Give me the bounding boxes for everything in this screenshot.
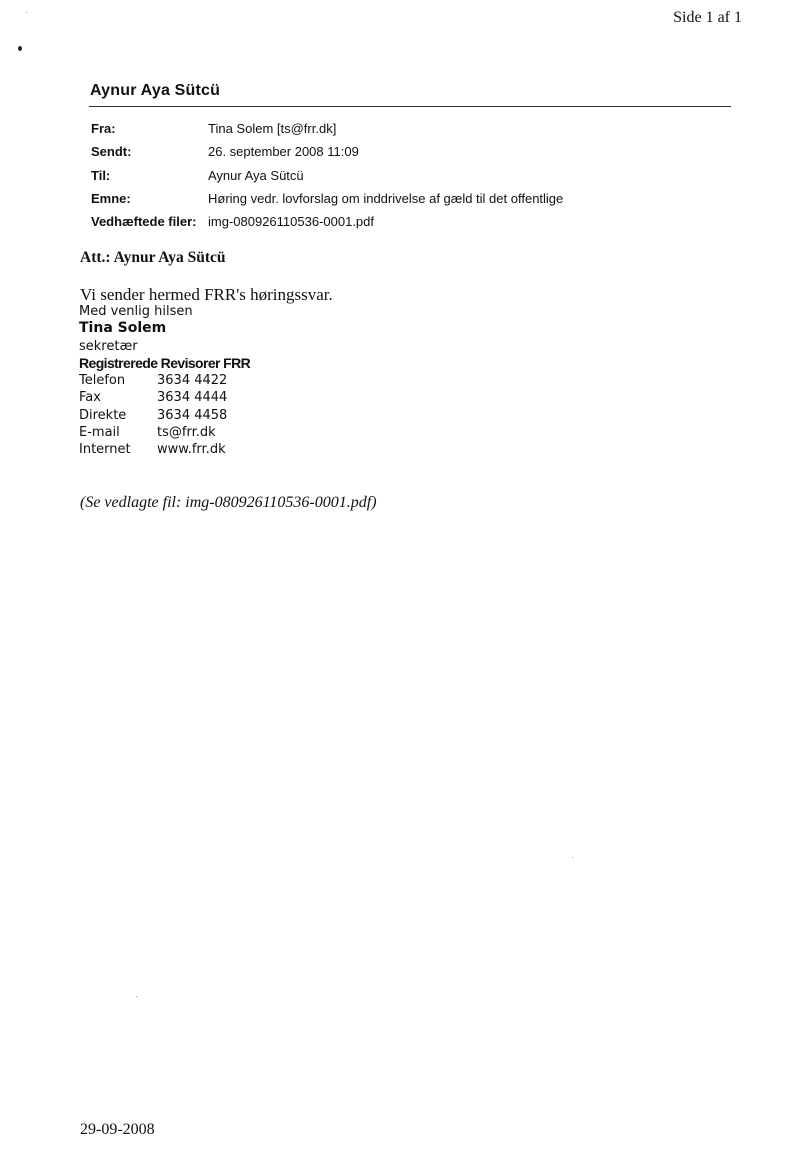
header-divider	[89, 106, 731, 107]
contact-row-email	[79, 424, 250, 441]
signature-company: Registrerede Revisorer FRR	[79, 354, 251, 371]
contact-label: Direkte	[79, 407, 127, 423]
scan-speck	[572, 857, 573, 858]
contact-label: Internet	[79, 442, 131, 458]
contact-label: E-mail	[79, 425, 120, 441]
header-label: Til:	[91, 167, 111, 183]
contact-value: 3634 4458	[157, 407, 228, 423]
contact-row-internet	[79, 441, 250, 458]
header-value: Tina Solem [ts@frr.dk]	[208, 121, 337, 136]
contact-label: Fax	[79, 390, 101, 406]
header-row-to	[91, 164, 563, 187]
header-value: Høring vedr. lovforslag om inddrivelse af gæld til det offentlige	[208, 190, 564, 206]
attention-line: Att.: Aynur Aya Sütcü	[80, 249, 226, 266]
header-label: Emne:	[91, 190, 131, 206]
header-label: Vedhæftede filer:	[91, 214, 197, 230]
header-row-subject	[91, 187, 563, 210]
header-row-from	[91, 117, 563, 140]
contact-website-link[interactable]: www.frr.dk	[157, 442, 226, 458]
mail-owner-heading: Aynur Aya Sütcü	[90, 82, 221, 99]
scan-speck	[136, 996, 137, 997]
email-signature	[79, 303, 250, 459]
contact-label: Telefon	[79, 373, 126, 389]
header-value: 26. september 2008 11:09	[208, 144, 359, 160]
header-value: Aynur Aya Sütcü	[208, 167, 304, 183]
scan-artifact-dot	[18, 46, 22, 51]
header-row-sent	[91, 140, 563, 163]
contact-email-link[interactable]: ts@frr.dk	[157, 425, 216, 441]
contact-value: 3634 4444	[157, 390, 228, 406]
header-row-attachments	[91, 210, 563, 233]
print-date: 29-09-2008	[80, 1121, 155, 1138]
contact-value: 3634 4422	[157, 373, 228, 389]
attachment-note: (Se vedlagte fil: img-080926110536-0001.pdf)	[80, 494, 377, 511]
signature-greeting: Med venlig hilsen	[79, 304, 193, 319]
signature-name: Tina Solem	[79, 320, 167, 337]
contact-row-fax	[79, 389, 250, 406]
contact-row-phone	[79, 372, 250, 389]
contact-row-direct	[79, 407, 250, 424]
page-number-label: Side 1 af 1	[673, 9, 742, 26]
email-header-table	[91, 117, 563, 233]
header-label: Sendt:	[91, 144, 132, 160]
message-body: Vi sender hermed FRR's høringssvar.	[80, 285, 333, 304]
header-label: Fra:	[91, 121, 116, 136]
scan-speck	[26, 12, 27, 13]
signature-title: sekretær	[79, 338, 138, 354]
header-value: img-080926110536-0001.pdf	[208, 214, 375, 230]
